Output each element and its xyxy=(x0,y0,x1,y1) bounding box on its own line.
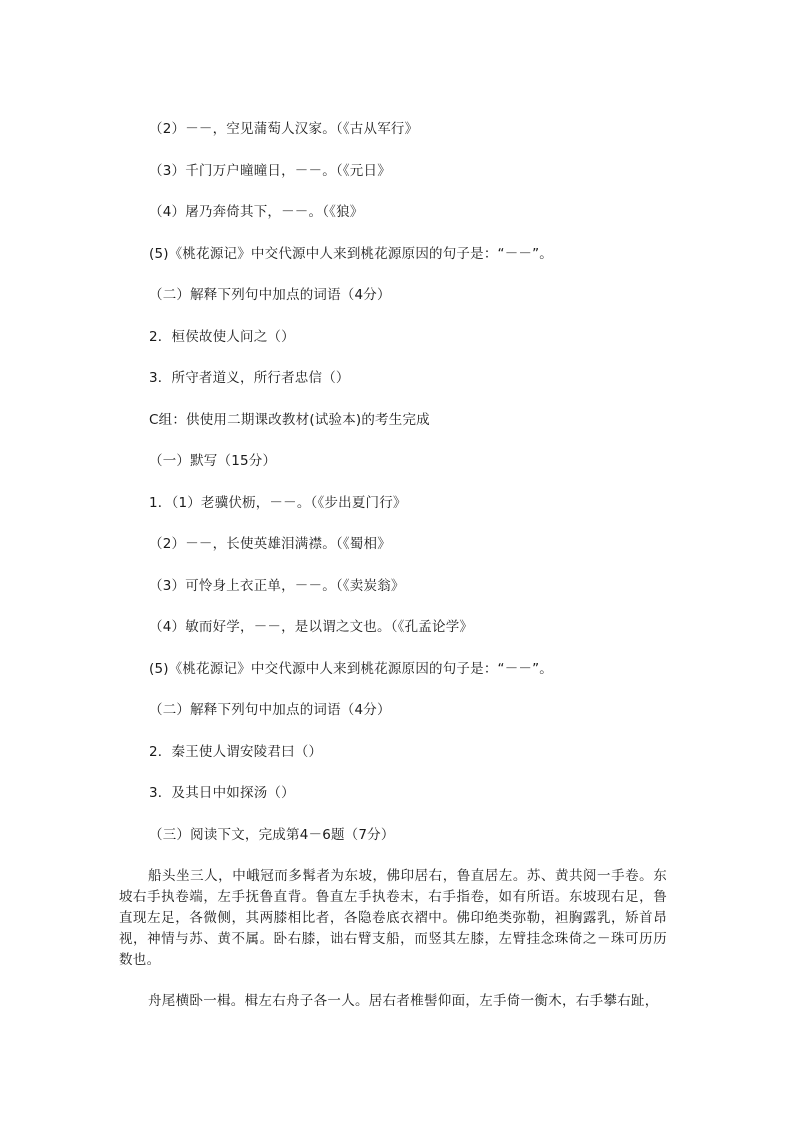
question-line: 2．桓侯故使人问之（） xyxy=(149,329,295,345)
group-heading: C组：供使用二期课改教材(试验本)的考生完成 xyxy=(149,412,430,428)
section-heading: （二）解释下列句中加点的词语（4分） xyxy=(149,702,391,718)
dictation-line: （3）可怜身上衣正单，－－。（《卖炭翁》 xyxy=(149,578,405,594)
question-line: 3．所守者道义，所行者忠信（） xyxy=(149,370,350,386)
reading-paragraph: 舟尾横卧一楫。楫左右舟子各一人。居右者椎髻仰面，左手倚一衡木，右手攀右趾， xyxy=(148,993,659,1009)
section-heading: （二）解释下列句中加点的词语（4分） xyxy=(149,287,391,303)
dictation-line: （2）－－，空见蒲萄人汉家。（《古从军行》 xyxy=(149,121,419,137)
section-heading: （三）阅读下文，完成第4－6题（7分） xyxy=(149,827,395,843)
dictation-line: （4）屠乃奔倚其下，－－。（《狼》 xyxy=(149,204,364,220)
reading-paragraph: 船头坐三人，中峨冠而多髯者为东坡，佛印居右，鲁直居左。苏、黄共阅一手卷。东坡右手执卷端，左手抚鲁直背。鲁直左手执卷末，右手指卷，如有所语。东坡现右足，鲁直现左足，各微侧，其两膝相比者，各隐卷底衣褶中。佛印绝类弥勒，袒胸露乳，矫首昂视，神情与苏、黄不属。卧右膝，诎右臂支船，而竖其左膝，左臂挂念珠倚之－珠可历历数也。 xyxy=(119,868,667,968)
question-line: 3．及其日中如探汤（） xyxy=(149,785,295,801)
dictation-line: （4）敏而好学，－－，是以谓之文也。（《孔孟论学》 xyxy=(149,619,474,635)
dictation-line: (5)《桃花源记》中交代源中人来到桃花源原因的句子是：“－－”。 xyxy=(149,661,554,677)
question-line: 2．秦王使人谓安陵君曰（） xyxy=(149,744,323,760)
dictation-line: 1．（1）老骥伏枥，－－。（《步出夏门行》 xyxy=(149,495,407,511)
dictation-line: （3）千门万户曈曈日，－－。（《元日》 xyxy=(149,163,391,179)
dictation-line: (5)《桃花源记》中交代源中人来到桃花源原因的句子是：“－－”。 xyxy=(149,246,554,262)
dictation-line: （2）－－，长使英雄泪满襟。（《蜀相》 xyxy=(149,536,391,552)
section-heading: （一）默写（15分） xyxy=(149,453,277,469)
